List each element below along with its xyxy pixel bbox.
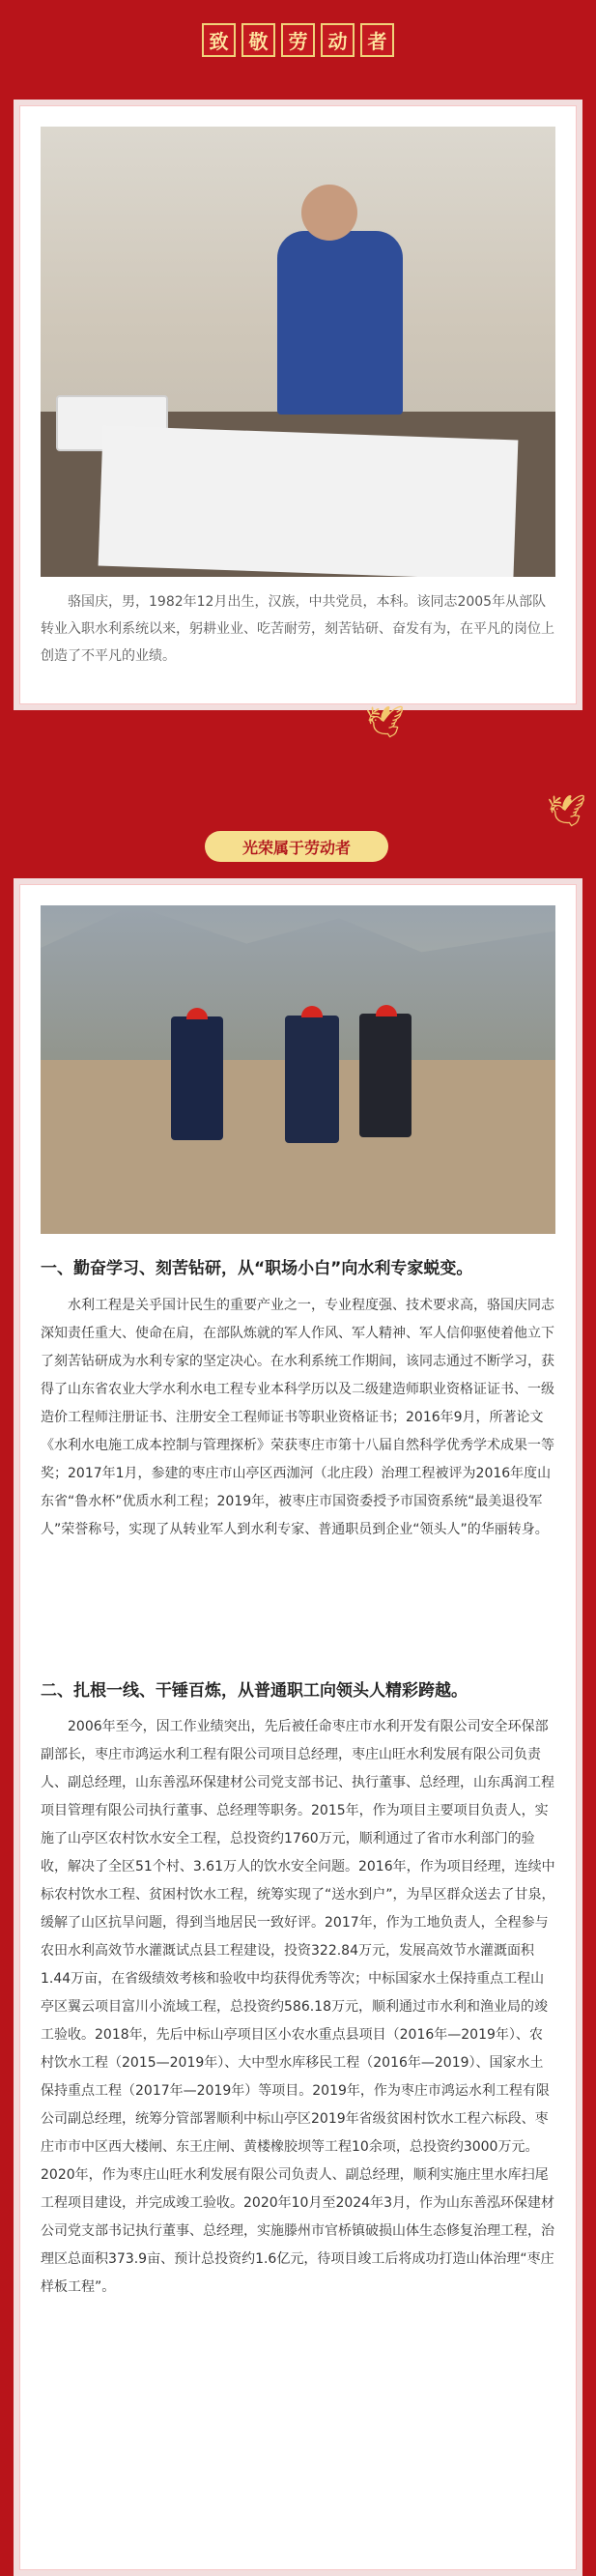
section-heading-1: 一、勤奋学习、刻苦钻研，从“职场小白”向水利专家蜕变。 (41, 1259, 473, 1278)
section-paragraph-1: 水利工程是关乎国计民生的重要产业之一，专业程度强、技术要求高，骆国庆同志深知责任重大、使命在肩，在部队炼就的军人作风、军人精神、军人信仰驱使着他立下了刻苦钻研成为水利专家的坚定决心。在水利系统工作期间，该同志通过不断学习，获得了山东省农业大学水利水电工程专业本科学历以及二级建造师职业资格证证书、一级造价工程师注册证书、注册安全工程师证书等职业资格证书；2016年9月，所著论文《水利水电施工成本控制与管理探析》荣获枣庄市第十八届自然科学优秀学术成果一等奖；2017年1月，参建的枣庄市山亭区西泇河（北庄段）治理工程被评为2016年度山东省“鲁水杯”优质水利工程；2019年，被枣庄市国资委授予市国资系统“最美退役军人”荣誉称号，实现了从转业军人到水利专家、普通职员到企业“领头人”的华丽转身。 (41, 1298, 554, 1537)
person (359, 1014, 412, 1137)
person (171, 1016, 223, 1140)
section-label: 光荣属于劳动者 (205, 831, 388, 862)
section-paragraph-2: 2006年至今，因工作业绩突出，先后被任命枣庄市水利开发有限公司安全环保部副部长，枣庄市鸿运水利工程有限公司项目总经理，枣庄山旺水利发展有限公司负责人、副总经理，山东善泓环保建材公司党支部书记、执行董事、总经理，山东禹润工程项目管理有限公司执行董事、总经理等职务。2015年，作为项目主要项目负责人，实施了山亭区农村饮水安全工程，总投资约1760万元，顺利通过了省市水利部门的验收，解决了全区51个村、3.61万人的饮水安全问题。2016年，作为项目经理，连续中标农村饮水工程、贫困村饮水工程，统筹实现了“送水到户”，为旱区群众送去了甘泉，缓解了山区抗旱问题，得到当地居民一致好评。2017年，作为工地负责人，全程参与农田水利高效节水灌溉试点县工程建设，投资322.84万元，发展高效节水灌溉面积1.44万亩，在省级绩效考核和验收中均获得优秀等次；中标国家水土保持重点工程山亭区翼云项目富川小流域工程，总投资约586.18万元，顺利通过市水利和渔业局的竣工验收。2018年，先后中标山亭项目区小农水重点县项目（2016年—2019年）、农村饮水工程（2015—2019年）、大中型水库移民工程（2016年—2019）、国家水土保持重点工程（2017年—2019年）等项目。2019年，作为枣庄市鸿运水利工程有限公司副总经理，统筹分管部署顺利中标山亭区2019年省级贫困村饮水工程六标段、枣庄市市中区西大楼闸、东王庄闸、黄楼橡胶坝等工程10余项，总投资约3000万元。2020年，作为枣庄山旺水利发展有限公司负责人、副总经理，顺利实施庄里水库扫尾工程项目建设，并完成竣工验收。2020年10月至2024年3月，作为山东善泓环保建材公司党支部书记执行董事、总经理，实施滕州市官桥镇破损山体生态修复治理工程，治理区总面积373.9亩、预计总投资约1.6亿元，待项目竣工后将成功打造山体治理“枣庄样板工程”。 (41, 1719, 555, 2295)
profile-photo (41, 127, 555, 577)
profile-card (14, 100, 582, 710)
title-char: 劳 (281, 23, 315, 57)
site-photo (41, 905, 555, 1234)
worker (277, 231, 403, 415)
person (285, 1016, 339, 1143)
title-char: 致 (202, 23, 236, 57)
worker-head (301, 185, 357, 241)
title-char: 动 (321, 23, 355, 57)
section-heading-2: 二、扎根一线、干锤百炼，从普通职工向领头人精彩跨越。 (41, 1681, 468, 1701)
blueprint (99, 426, 519, 577)
profile-caption: 骆国庆，男，1982年12月出生，汉族，中共党员，本科。该同志2005年从部队转业入职水利系统以来，躬耕业业、吃苦耐劳，刻苦钻研、奋发有为，在平凡的岗位上创造了不平凡的业绩。 (41, 594, 554, 664)
dove-icon: 🕊 (547, 792, 586, 829)
dove-icon: 🕊 (365, 703, 405, 740)
title-banner (193, 23, 403, 62)
title-char: 者 (360, 23, 394, 57)
title-char: 敬 (241, 23, 275, 57)
story-card (14, 878, 582, 2576)
